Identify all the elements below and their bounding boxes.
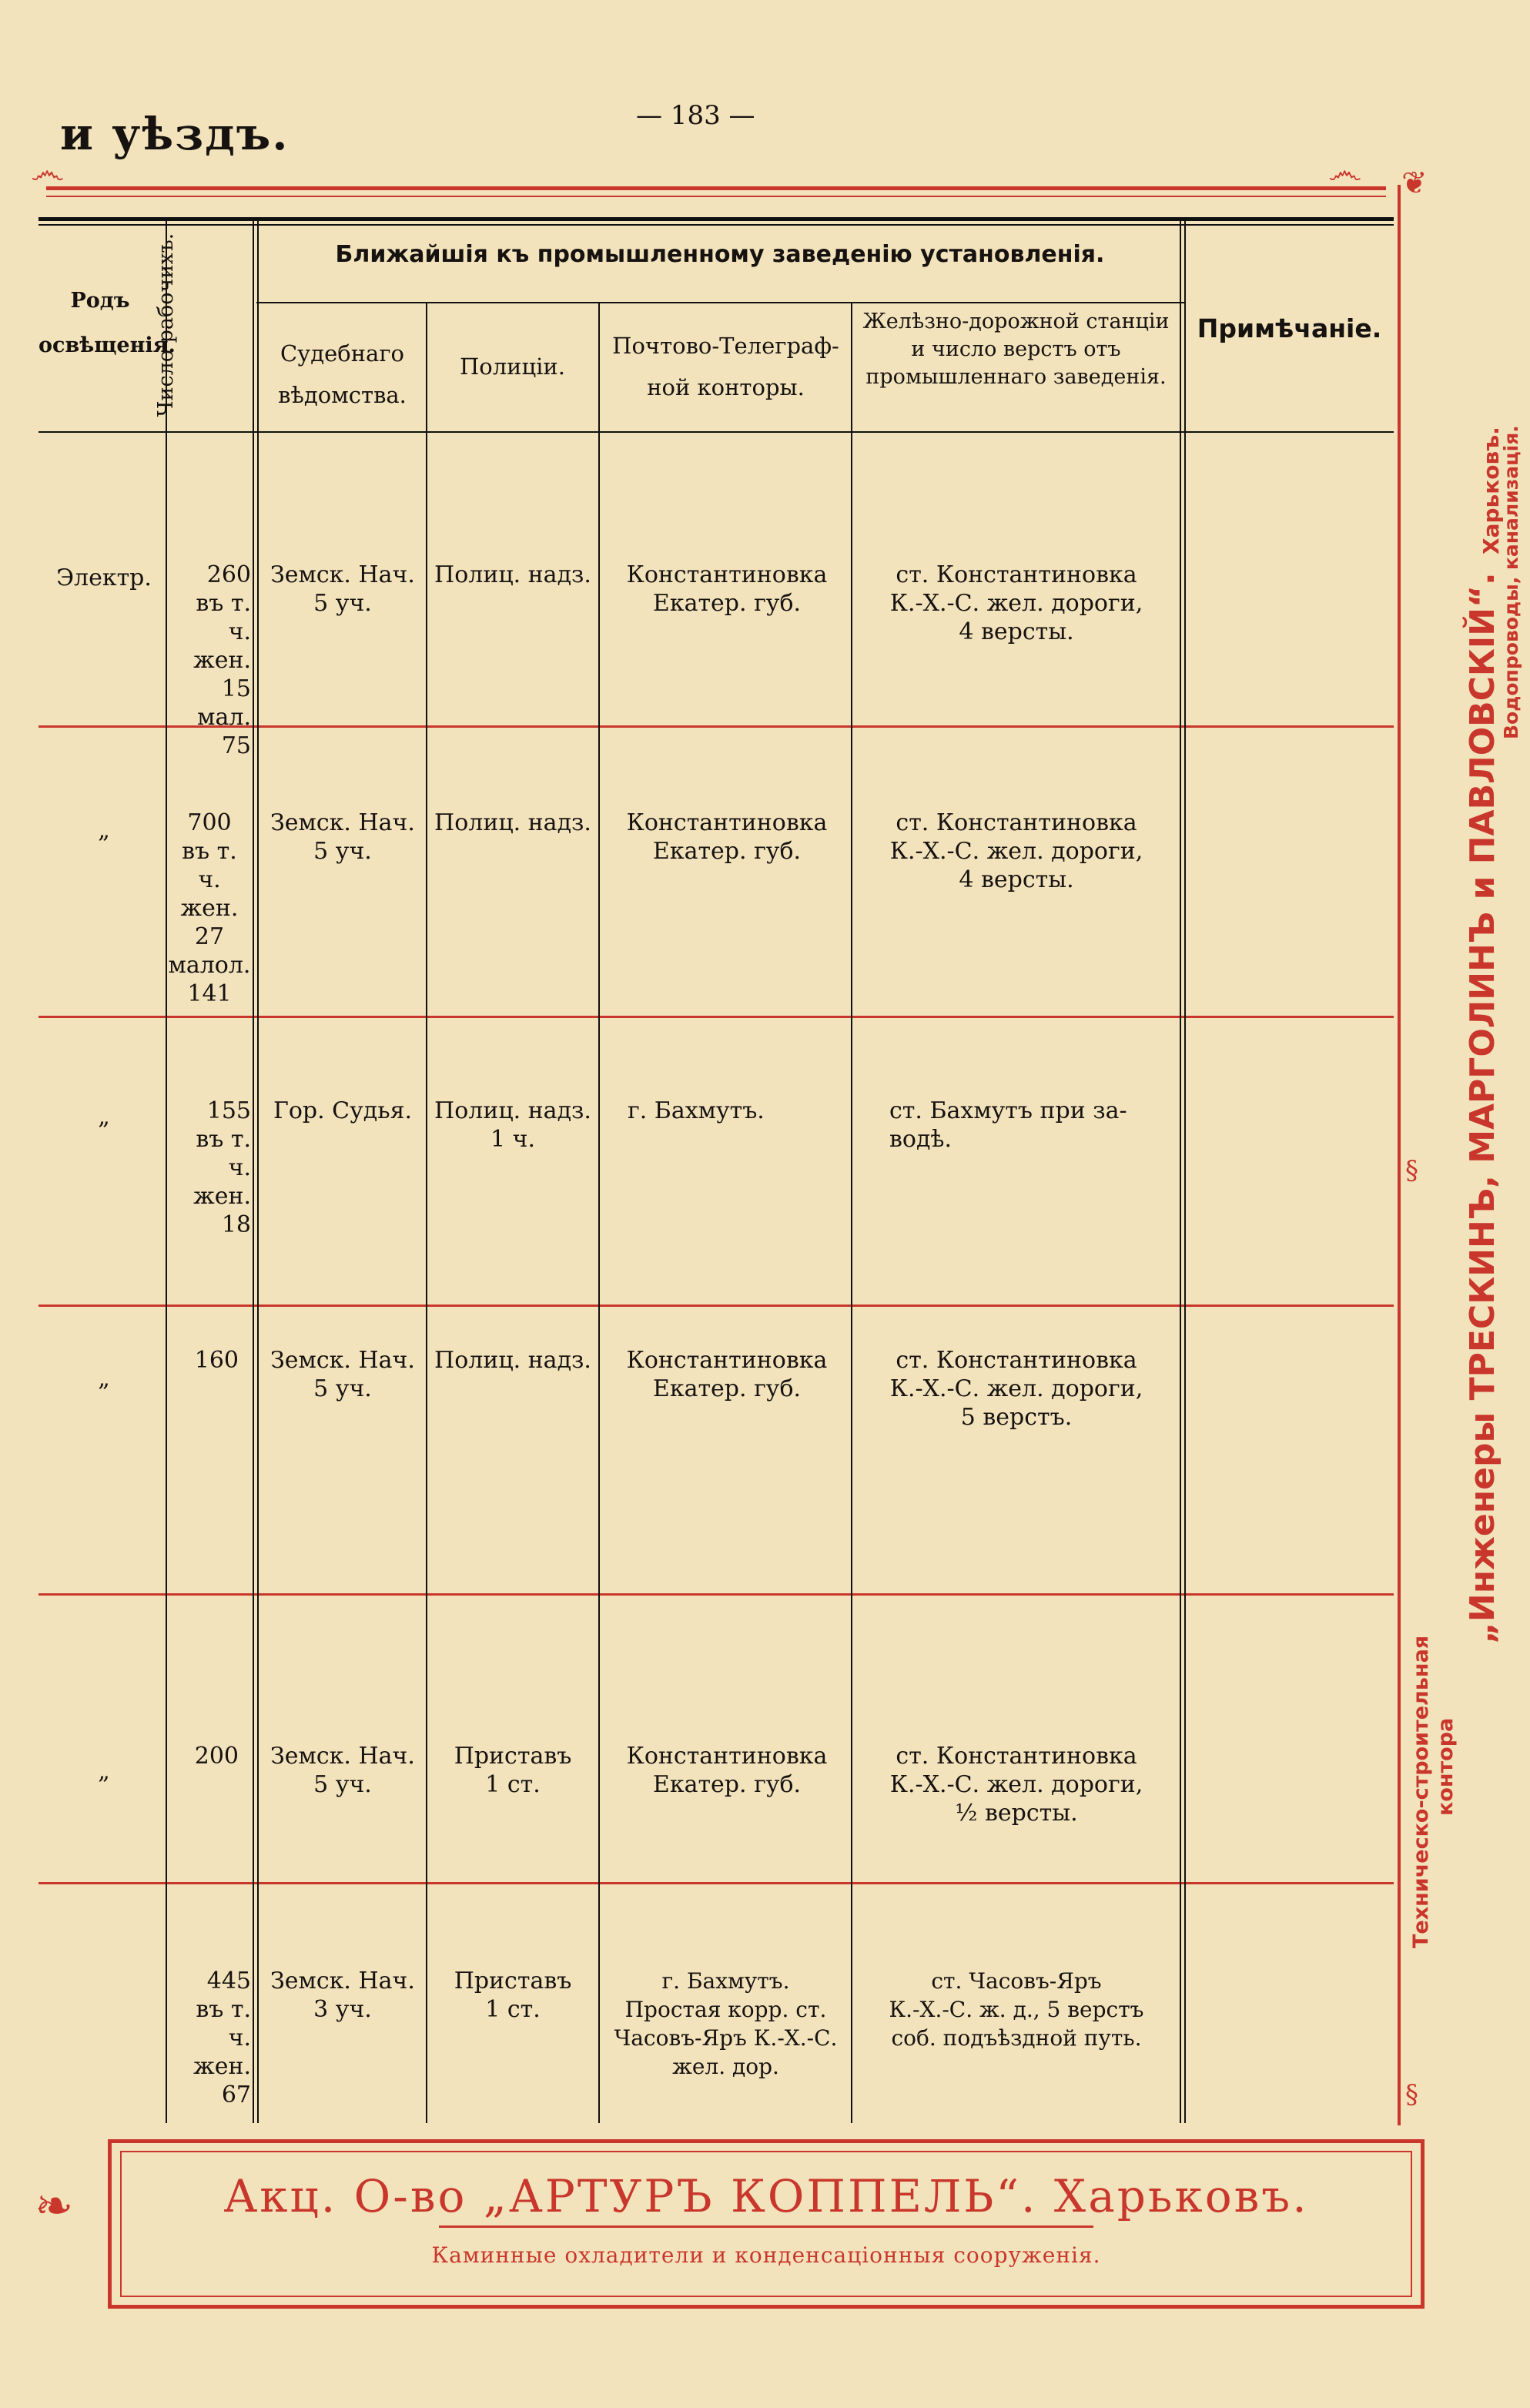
row-6-workers: 445 въ т. ч. жен. 67 xyxy=(193,1968,251,2108)
side-advertisement xyxy=(1394,185,1525,2125)
side-ad-line2: контора xyxy=(1434,1717,1458,1816)
side-ad-line1: Техническо-строительная xyxy=(1409,1635,1433,1948)
left-scroll-ornament-icon: ෴ xyxy=(31,150,65,192)
table-top-rule-thin xyxy=(39,224,1394,226)
row-1-railway: ст. Константиновка К.-Х.-С. жел. дороги, 4 версты. xyxy=(889,561,1143,645)
row-4-workers: 160 xyxy=(194,1347,239,1374)
row-2-lighting: „ xyxy=(98,817,110,844)
row-3-judicial: Гор. Судья. xyxy=(273,1097,413,1124)
row-2-judicial: Земск. Нач. 5 уч. xyxy=(270,809,415,865)
side-ad-city: Харьковъ. xyxy=(1478,427,1504,554)
col-divider xyxy=(253,217,254,2123)
page-number: — 183 — xyxy=(636,100,755,131)
row-4-lighting: „ xyxy=(98,1365,110,1392)
row-3-railway: ст. Бахмутъ при за- водѣ. xyxy=(889,1097,1127,1153)
row-4-post: Константиновка Екатер. губ. xyxy=(626,1347,828,1402)
row-1-lighting: Электр. xyxy=(56,564,152,591)
row-5-lighting: „ xyxy=(98,1758,110,1785)
header-nearest-institutions: Ближайшія къ промышленному заведенію установленія. xyxy=(335,241,1105,268)
top-rule-thin xyxy=(46,196,1386,197)
row-2-post: Константиновка Екатер. губ. xyxy=(626,809,828,865)
row-2-police: Полиц. надз. xyxy=(434,809,591,836)
side-ad-services: Водопроводы, канализація. xyxy=(1500,425,1522,739)
side-ad-main: „Инженеры ТРЕСКИНЪ, МАРГОЛИНЪ и ПАВЛОВСКІЙ“. xyxy=(1463,572,1502,1644)
row-1-police: Полиц. надз. xyxy=(434,561,591,588)
row-5-post: Константиновка Екатер. губ. xyxy=(626,1743,828,1798)
row-2-railway: ст. Константиновка К.-Х.-С. жел. дороги, 4 версты. xyxy=(889,809,1143,893)
col-divider xyxy=(851,302,852,2123)
row-6-police: Приставъ 1 ст. xyxy=(454,1968,572,2023)
bottom-ad-title: Акц. О-во „АРТУРЪ КОППЕЛЬ“. Харьковъ. xyxy=(223,2170,1309,2222)
row-2-workers: 700 въ т. ч. жен. 27 малол. 141 xyxy=(168,809,251,1007)
side-ornament-icon: ❦ xyxy=(1401,166,1428,201)
row-3-police: Полиц. надз. 1 ч. xyxy=(434,1097,591,1153)
side-ornament-icon: § xyxy=(1405,1155,1418,1186)
group-header-divider xyxy=(256,302,1184,303)
header-judicial: Судебнаго вѣдомства. xyxy=(278,340,407,408)
col-divider xyxy=(1180,217,1181,2123)
row-4-judicial: Земск. Нач. 5 уч. xyxy=(270,1347,415,1402)
row-divider xyxy=(39,1016,1394,1018)
row-1-judicial: Земск. Нач. 5 уч. xyxy=(270,561,415,617)
row-6-judicial: Земск. Нач. 3 уч. xyxy=(270,1968,415,2023)
col-divider xyxy=(257,217,259,2123)
row-1-workers: 260 въ т. ч. жен. 15 мал. 75 xyxy=(193,561,251,759)
right-scroll-ornament-icon: ෴ xyxy=(1328,150,1362,192)
row-3-post: г. Бахмутъ. xyxy=(628,1097,765,1124)
row-6-railway: ст. Часовъ-Яръ К.-Х.-С. ж. д., 5 верстъ соб. подъѣздной путь. xyxy=(889,1968,1144,2051)
row-divider xyxy=(39,1304,1394,1307)
row-4-police: Полиц. надз. xyxy=(434,1347,591,1374)
row-3-lighting: „ xyxy=(98,1104,110,1130)
bottom-ad-subtitle: Каминные охладители и конденсаціонныя сооруженія. xyxy=(431,2242,1101,2268)
bottom-ad-underline xyxy=(439,2225,1093,2228)
header-workers: Число рабочихъ. xyxy=(154,233,178,417)
row-5-railway: ст. Константиновка К.-Х.-С. жел. дороги, ½ версты. xyxy=(889,1743,1143,1827)
row-4-railway: ст. Константиновка К.-Х.-С. жел. дороги, 5 верстъ. xyxy=(889,1347,1143,1431)
header-post: Почтово-Телеграф-ной конторы. xyxy=(612,333,839,400)
top-rule xyxy=(46,186,1386,190)
header-railway: Желѣзно-дорожной станціи и число верстъ отъ промышленнаго заведенія. xyxy=(862,310,1170,389)
row-6-post: г. Бахмутъ. Простая корр. ст. Часовъ-Яръ К.-Х.-С. жел. дор. xyxy=(614,1968,838,2079)
row-1-post: Константиновка Екатер. губ. xyxy=(626,561,828,617)
data-table xyxy=(39,217,1394,2123)
county-title: и уѣздъ. xyxy=(60,108,290,160)
col-divider xyxy=(1184,217,1186,2123)
col-divider xyxy=(166,217,167,2123)
row-divider xyxy=(39,1882,1394,1884)
table-top-rule xyxy=(39,217,1394,221)
header-police: Полиціи. xyxy=(460,353,565,380)
col-divider xyxy=(426,302,427,2123)
row-5-police: Приставъ 1 ст. xyxy=(454,1743,572,1798)
header-bottom-rule xyxy=(39,431,1394,433)
header-note: Примѣчаніе. xyxy=(1197,313,1382,343)
col-divider xyxy=(598,302,600,2123)
side-ornament-icon: § xyxy=(1405,2079,1418,2110)
row-5-judicial: Земск. Нач. 5 уч. xyxy=(270,1743,415,1798)
header-lighting: Родъ освѣщенія. xyxy=(39,289,176,357)
row-3-workers: 155 въ т. ч. жен. 18 xyxy=(193,1097,251,1238)
bottom-left-ornament-icon: ❧ xyxy=(35,2179,74,2233)
row-5-workers: 200 xyxy=(194,1743,239,1770)
row-divider xyxy=(39,1593,1394,1596)
